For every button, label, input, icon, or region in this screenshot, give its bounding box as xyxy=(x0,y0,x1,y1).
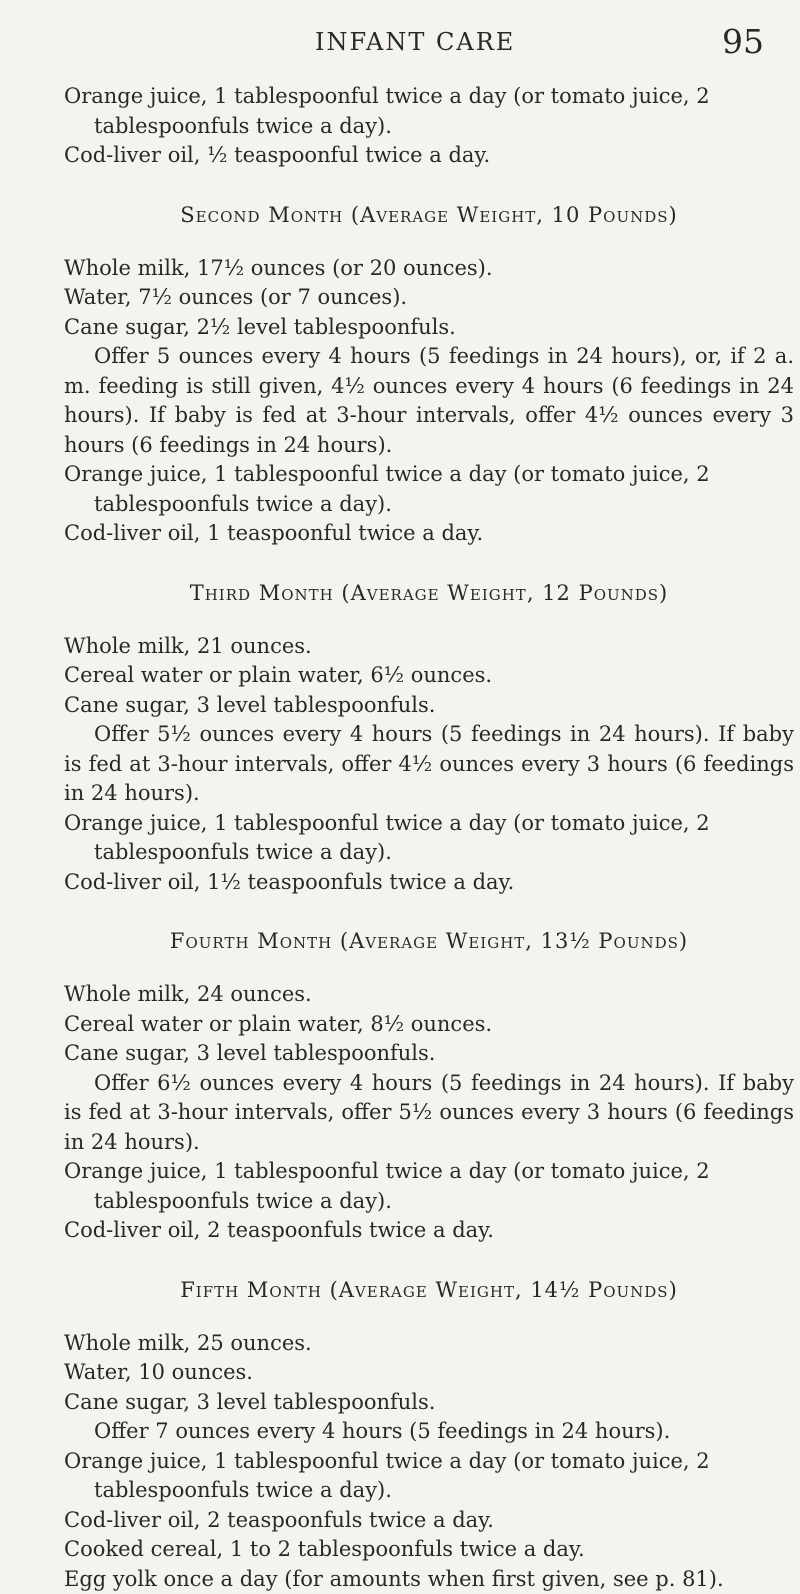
list-item: Water, 10 ounces. xyxy=(64,1358,794,1388)
running-title: INFANT CARE xyxy=(315,28,515,56)
heading-second-month: Second Month (Average Weight, 10 Pounds) xyxy=(64,201,794,230)
list-item: Cod-liver oil, 1 teaspoonful twice a day. xyxy=(64,519,794,549)
heading-fourth-month: Fourth Month (Average Weight, 13½ Pounds) xyxy=(64,927,794,956)
list-item: Orange juice, 1 tablespoonful twice a day (or tomato juice, 2 tablespoonfuls twice a day). xyxy=(64,460,794,519)
list-item: Water, 7½ ounces (or 7 ounces). xyxy=(64,283,794,313)
feeding-paragraph: Offer 5 ounces every 4 hours (5 feedings in 24 hours), or, if 2 a. m. feeding is still given, 4½ ounces every 4 hours (6 feedings in 24 hours). If baby is fed at 3-hour intervals, offer 4½ ounces every 3 hours (6 feedings in 24 hours). xyxy=(64,342,794,460)
list-item: Cereal water or plain water, 6½ ounces. xyxy=(64,661,794,691)
list-item: Cod-liver oil, 2 teaspoonfuls twice a day. xyxy=(64,1506,794,1536)
list-item: Whole milk, 17½ ounces (or 20 ounces). xyxy=(64,254,794,284)
list-item: Cane sugar, 3 level tablespoonfuls. xyxy=(64,1039,794,1069)
list-item: Orange juice, 1 tablespoonful twice a day (or tomato juice, 2 tablespoonfuls twice a day). xyxy=(64,1447,794,1506)
list-item: Whole milk, 24 ounces. xyxy=(64,980,794,1010)
top-line-orange-juice: Orange juice, 1 tablespoonful twice a day (or tomato juice, 2 tablespoonfuls twice a day). xyxy=(64,82,794,141)
list-item: Cooked cereal, 1 to 2 tablespoonfuls twice a day. xyxy=(64,1535,794,1565)
running-head xyxy=(0,22,800,62)
heading-third-month: Third Month (Average Weight, 12 Pounds) xyxy=(64,579,794,608)
list-item: Whole milk, 21 ounces. xyxy=(64,632,794,662)
list-item: Cod-liver oil, 1½ teaspoonfuls twice a day. xyxy=(64,868,794,898)
list-item: Whole milk, 25 ounces. xyxy=(64,1329,794,1359)
heading-fifth-month: Fifth Month (Average Weight, 14½ Pounds) xyxy=(64,1276,794,1305)
list-item: Orange juice, 1 tablespoonful twice a day (or tomato juice, 2 tablespoonfuls twice a day). xyxy=(64,1157,794,1216)
page-number: 95 xyxy=(722,22,764,61)
feeding-paragraph: Offer 5½ ounces every 4 hours (5 feedings in 24 hours). If baby is fed at 3-hour intervals, offer 4½ ounces every 3 hours (6 feedings in 24 hours). xyxy=(64,720,794,809)
list-item: Cane sugar, 3 level tablespoonfuls. xyxy=(64,1388,794,1418)
top-line-cod-liver-oil: Cod-liver oil, ½ teaspoonful twice a day. xyxy=(64,141,794,171)
page-body xyxy=(64,82,794,1594)
list-item: Cane sugar, 2½ level tablespoonfuls. xyxy=(64,313,794,343)
feeding-paragraph: Offer 6½ ounces every 4 hours (5 feedings in 24 hours). If baby is fed at 3-hour intervals, offer 5½ ounces every 3 hours (6 feedings in 24 hours). xyxy=(64,1069,794,1158)
list-item: Orange juice, 1 tablespoonful twice a day (or tomato juice, 2 tablespoonfuls twice a day). xyxy=(64,809,794,868)
list-item: Cod-liver oil, 2 teaspoonfuls twice a day. xyxy=(64,1216,794,1246)
list-item: Egg yolk once a day (for amounts when first given, see p. 81). xyxy=(64,1565,794,1594)
list-item: Cereal water or plain water, 8½ ounces. xyxy=(64,1010,794,1040)
feeding-paragraph: Offer 7 ounces every 4 hours (5 feedings in 24 hours). xyxy=(64,1417,794,1447)
list-item: Cane sugar, 3 level tablespoonfuls. xyxy=(64,691,794,721)
